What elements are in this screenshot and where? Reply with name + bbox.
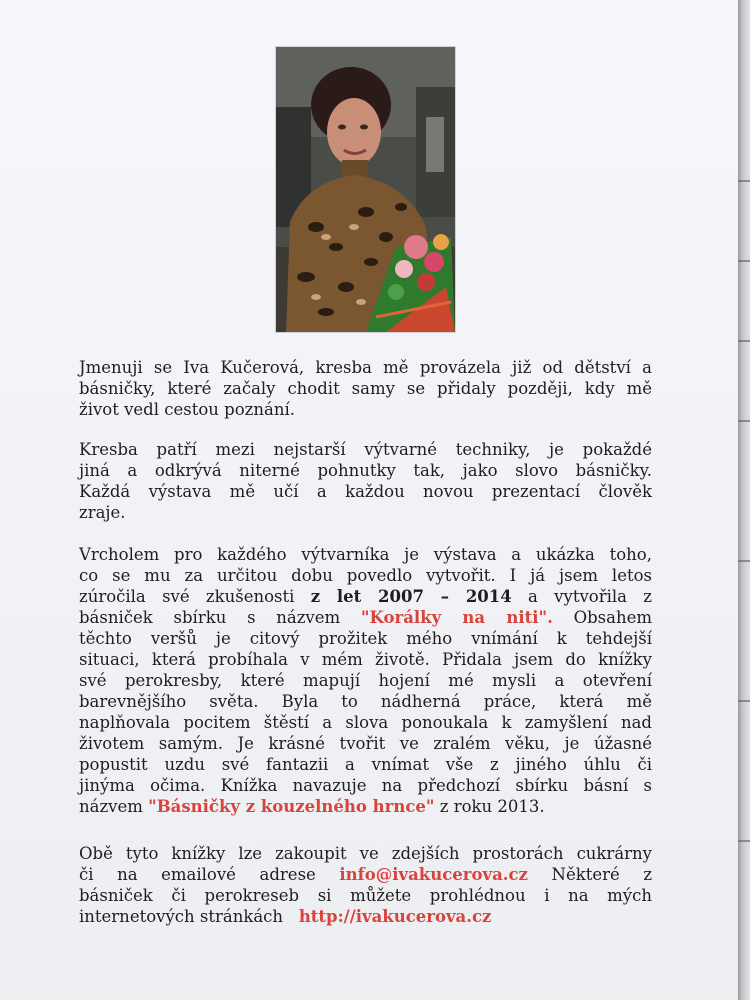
paragraph-line — [79, 607, 652, 628]
paragraph-line: Kresba patří mezi nejstarší výtvarné techniky, je pokaždé — [79, 440, 652, 459]
paragraph-line: Vrcholem pro každého výtvarníka je výstava a ukázka toho, — [79, 545, 652, 564]
line-text: Obsahem — [573, 608, 653, 627]
paragraph-line: životem samým. Je krásné tvořit ve zralém věku, je úžasné — [79, 734, 652, 753]
paragraph-line: Jmenuji se Iva Kučerová, kresba mě provázela již od dětství a — [79, 358, 652, 377]
year-range: z let 2007 – 2014 — [310, 587, 512, 606]
purchase-paragraph — [79, 843, 652, 927]
paragraph-line: básničky, které začaly chodit samy se přidaly později, kdy mě — [79, 379, 652, 398]
line-text: básniček sbírku s názvem — [79, 608, 341, 627]
line-text: z roku 2013. — [439, 797, 545, 816]
book-title-koralky: "Korálky na niti". — [360, 608, 553, 627]
line-text: názvem — [79, 797, 143, 816]
page-edge — [738, 0, 750, 1000]
line-text: a vytvořila z — [528, 587, 652, 606]
website-link[interactable]: http://ivakucerova.cz — [298, 907, 492, 926]
line-text: Některé z — [551, 865, 653, 884]
paragraph-line: co se mu za určitou dobu povedlo vytvořit. I já jsem letos — [79, 566, 652, 585]
books-paragraph — [79, 544, 652, 817]
paragraph-line: jiná a odkrývá niterné pohnutky tak, jako slovo básničky. — [79, 461, 652, 480]
paragraph-line — [79, 864, 652, 885]
email-link[interactable]: info@ivakucerova.cz — [339, 865, 528, 884]
paragraph-line: zraje. — [79, 503, 126, 522]
line-text: zúročila své zkušenosti — [79, 587, 295, 606]
author-photo — [276, 47, 455, 332]
paragraph-line: Každá výstava mě učí a každou novou prezentací člověk — [79, 482, 652, 501]
drawing-paragraph — [79, 439, 652, 523]
line-text: či na emailové adrese — [79, 865, 316, 884]
paragraph-line: život vedl cestou poznání. — [79, 400, 295, 419]
paragraph-line: těchto veršů je citový prožitek mého vnímání k tehdejší — [79, 629, 652, 648]
paragraph-line: naplňovala pocitem štěstí a slova ponoukala k zamyšlení nad — [79, 713, 652, 732]
paragraph-line — [79, 796, 652, 817]
paragraph-line — [79, 586, 652, 607]
paragraph-line: své perokresby, které mapují hojení mé mysli a otevření — [79, 671, 652, 690]
intro-paragraph — [79, 357, 652, 420]
book-title-basnicky: "Básničky z kouzelného hrnce" — [148, 797, 435, 816]
paragraph-line: jinýma očima. Knížka navazuje na předchozí sbírku básní s — [79, 776, 652, 795]
paragraph-line: básniček či perokreseb si můžete prohlédnou i na mých — [79, 886, 652, 905]
paragraph-line: Obě tyto knížky lze zakoupit ve zdejších prostorách cukrárny — [79, 844, 652, 863]
paragraph-line: popustit uzdu své fantazii a vnímat vše z jiného úhlu či — [79, 755, 652, 774]
paragraph-line — [79, 906, 652, 927]
paragraph-line: situaci, která probíhala v mém životě. Přidala jsem do knížky — [79, 650, 652, 669]
author-photo-image — [276, 47, 455, 332]
paragraph-line: barevnějšího světa. Byla to nádherná práce, která mě — [79, 692, 652, 711]
line-text: internetových stránkách — [79, 907, 284, 926]
